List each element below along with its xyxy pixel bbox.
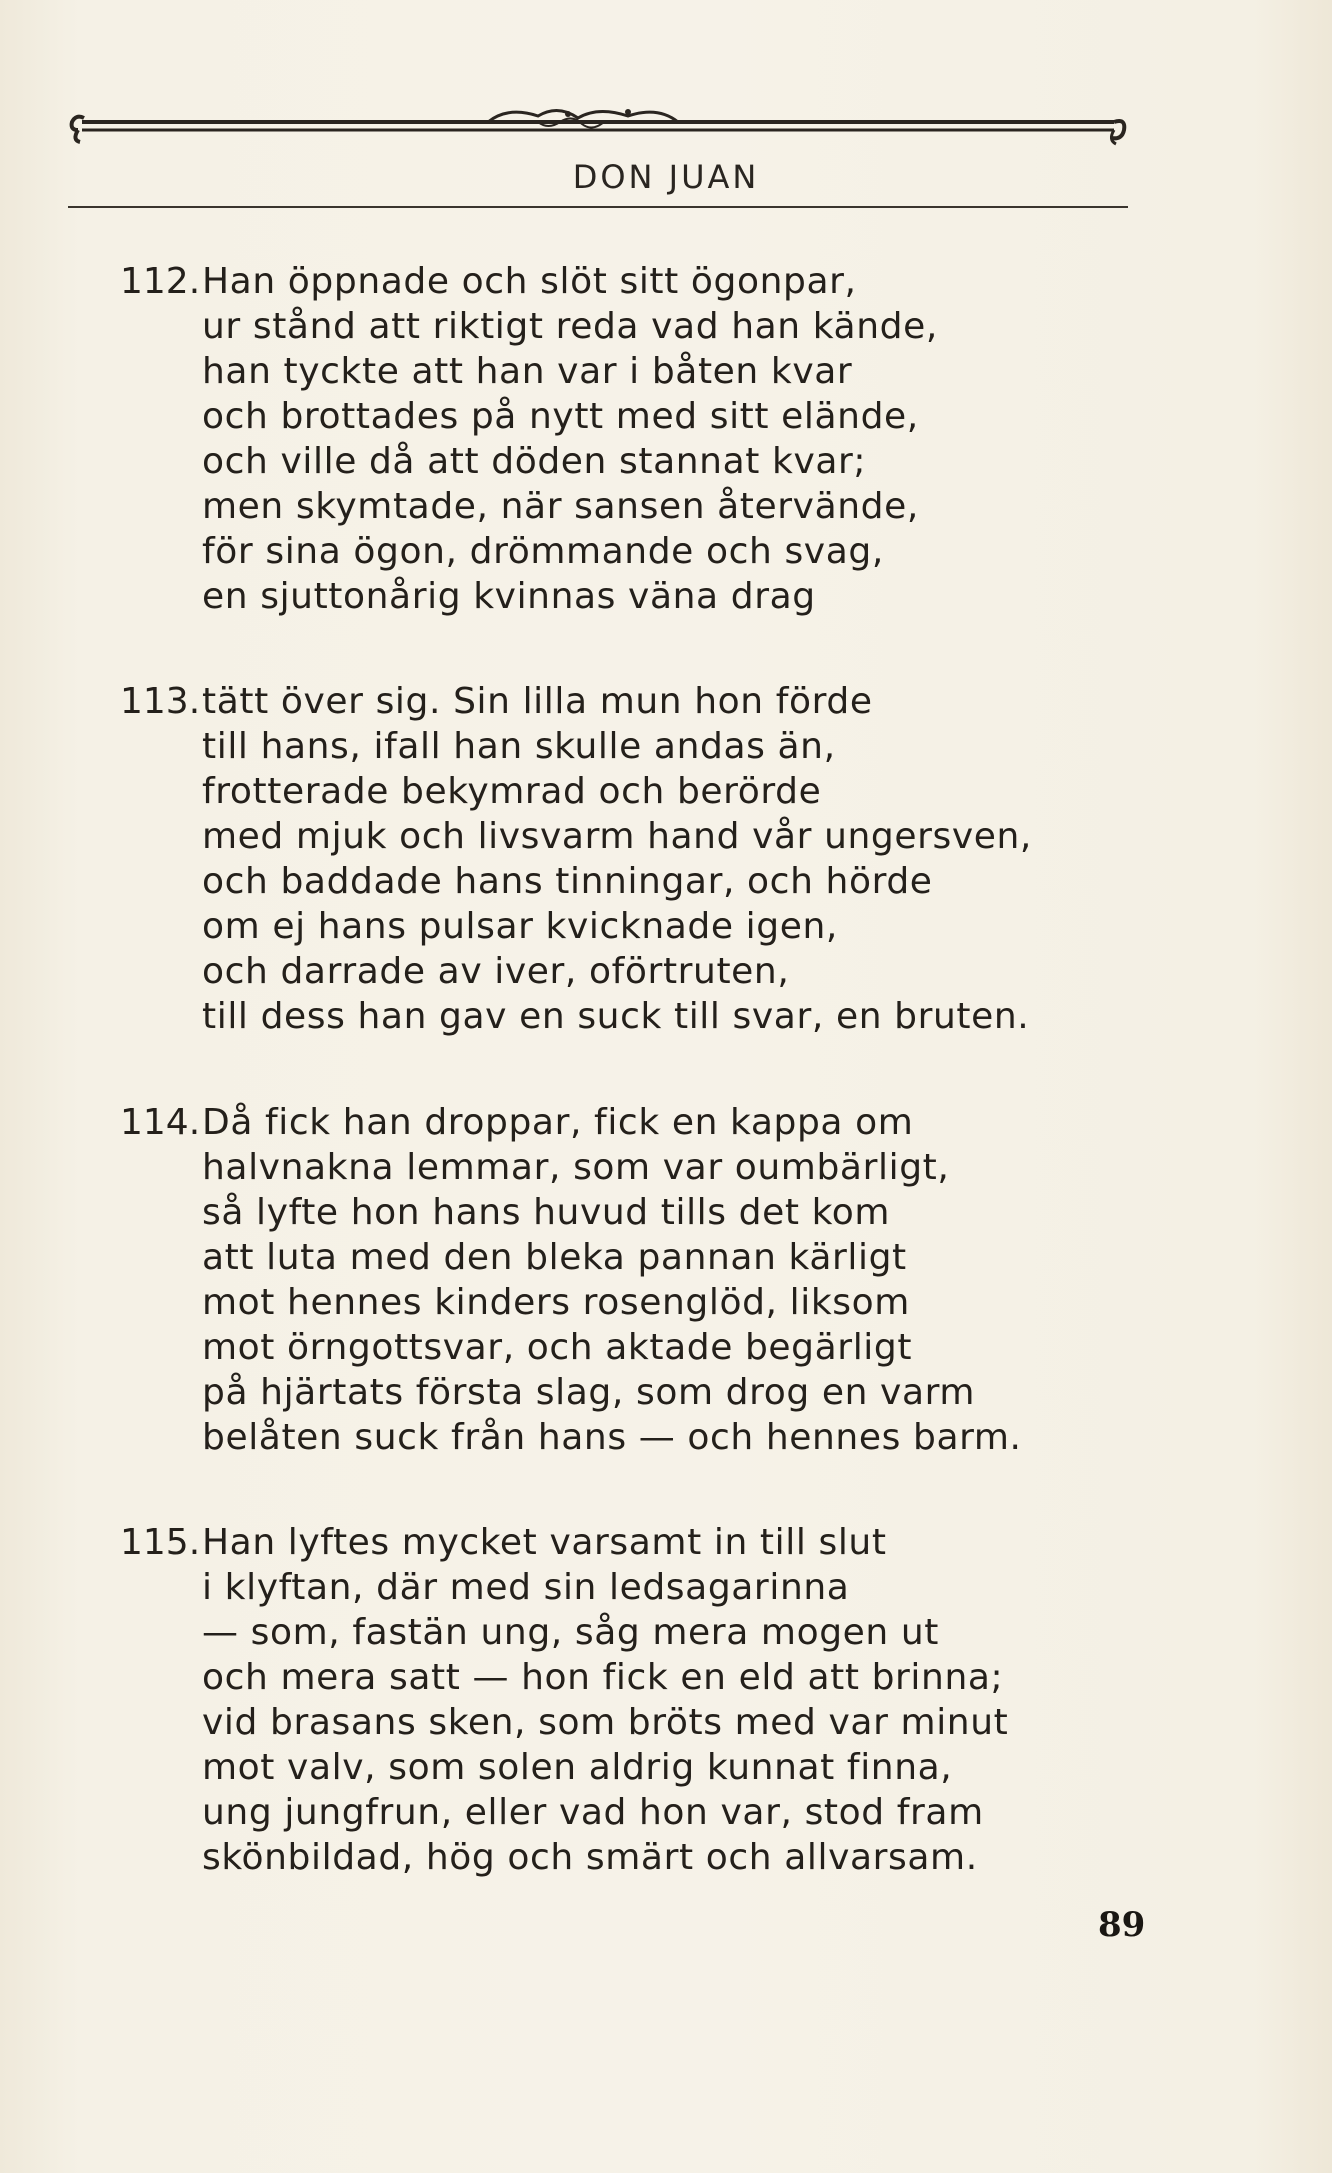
verse-line: till dess han gav en suck till svar, en bruten. [202, 996, 1030, 1037]
stanza-number: 114. [120, 1102, 201, 1143]
verse-line: vid brasans sken, som bröts med var minut [202, 1702, 1009, 1743]
verse-line: ur stånd att riktigt reda vad han kände, [202, 306, 938, 347]
header-ornament [68, 100, 1128, 156]
verse-line: Han lyftes mycket varsamt in till slut [202, 1522, 887, 1563]
verse-line: om ej hans pulsar kvicknade igen, [202, 906, 838, 947]
page-number: 89 [1098, 1905, 1146, 1945]
header-rule [68, 206, 1128, 208]
running-title: DON JUAN [572, 158, 760, 196]
verse-line: — som, fastän ung, såg mera mogen ut [202, 1612, 939, 1653]
verse-line: en sjuttonårig kvinnas väna drag [202, 576, 816, 617]
verse-line: och brottades på nytt med sitt elände, [202, 396, 919, 437]
verse-line: för sina ögon, drömmande och svag, [202, 531, 884, 572]
verse-line: frotterade bekymrad och berörde [202, 771, 822, 812]
stanza-number: 113. [120, 681, 201, 722]
verse-line: belåten suck från hans — och hennes barm. [202, 1417, 1022, 1458]
verse-line: skönbildad, hög och smärt och allvarsam. [202, 1837, 978, 1878]
verse-line: men skymtade, när sansen återvände, [202, 486, 919, 527]
verse-line: och mera satt — hon fick en eld att brinna; [202, 1657, 1004, 1698]
verse-line: mot örngottsvar, och aktade begärligt [202, 1327, 913, 1368]
verse-line: och ville då att döden stannat kvar; [202, 441, 867, 482]
verse-line: Han öppnade och slöt sitt ögonpar, [202, 261, 857, 302]
verse-line: till hans, ifall han skulle andas än, [202, 726, 836, 767]
verse-line: att luta med den bleka pannan kärligt [202, 1237, 907, 1278]
stanza-number: 115. [120, 1522, 201, 1563]
verse-line: i klyftan, där med sin ledsagarinna [202, 1567, 850, 1608]
verse-line: på hjärtats första slag, som drog en varm [202, 1372, 976, 1413]
verse-line: Då fick han droppar, fick en kappa om [202, 1102, 914, 1143]
verse-line: halvnakna lemmar, som var oumbärligt, [202, 1147, 950, 1188]
verse-line: tätt över sig. Sin lilla mun hon förde [202, 681, 873, 722]
verse-line: med mjuk och livsvarm hand vår ungersven, [202, 816, 1032, 857]
verse-line: mot hennes kinders rosenglöd, liksom [202, 1282, 910, 1323]
verse-line: ung jungfrun, eller vad hon var, stod fram [202, 1792, 984, 1833]
stanza-number: 112. [120, 261, 201, 302]
verse-line: han tyckte att han var i båten kvar [202, 351, 853, 392]
verse-line: så lyfte hon hans huvud tills det kom [202, 1192, 891, 1233]
verse-line: och darrade av iver, oförtruten, [202, 951, 790, 992]
verse-line: och baddade hans tinningar, och hörde [202, 861, 933, 902]
verse-line: mot valv, som solen aldrig kunnat finna, [202, 1747, 953, 1788]
